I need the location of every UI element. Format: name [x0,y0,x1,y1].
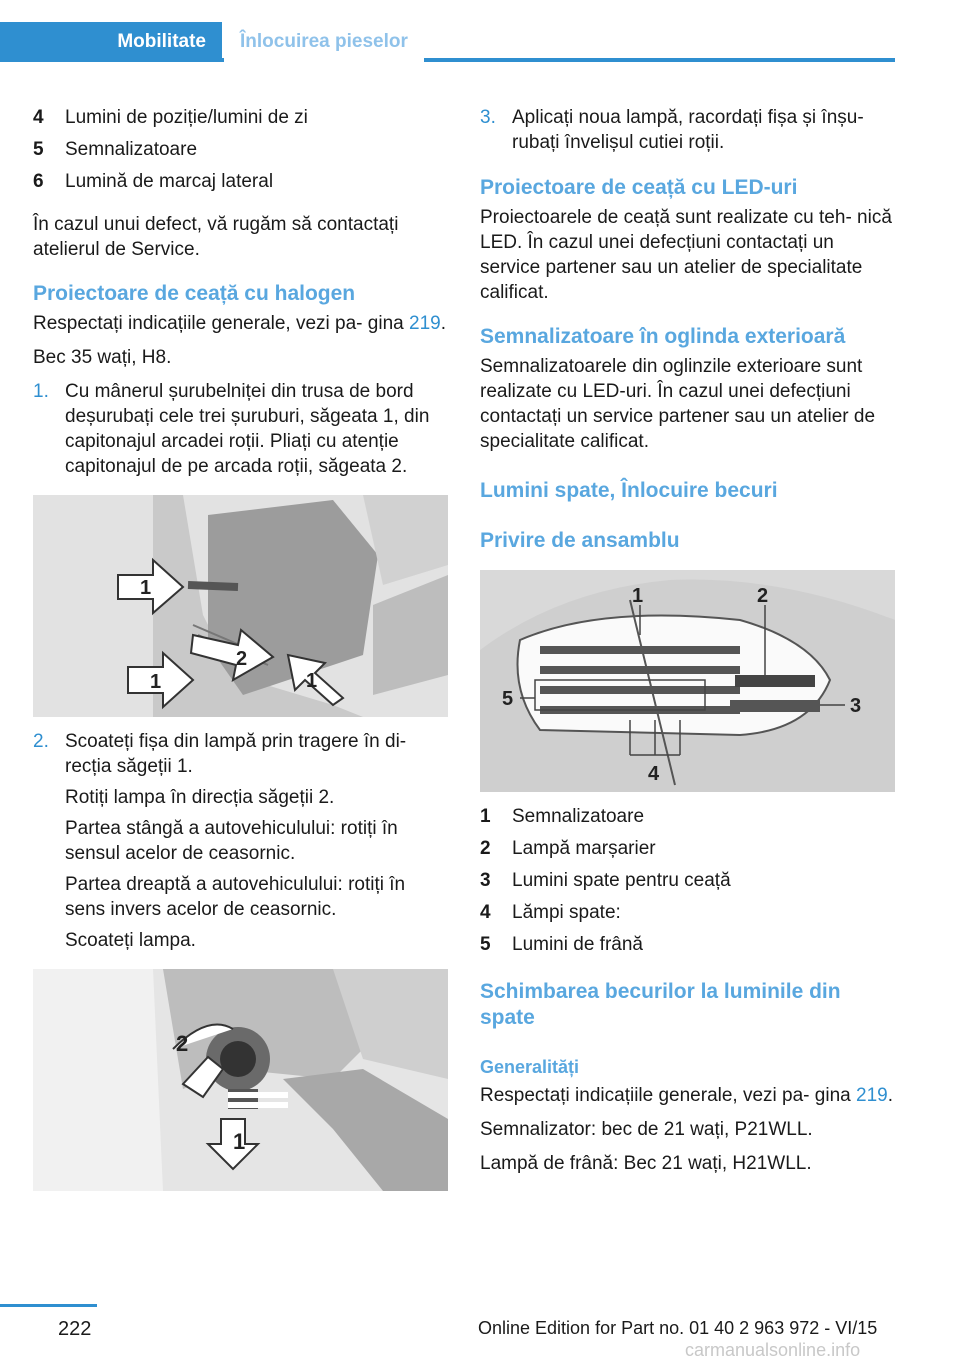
list-text: Semnalizatoare [65,139,198,160]
step-number: 2. [33,731,49,752]
list-item [33,169,448,194]
mirror-paragraph: Semnalizatoarele din oglinzile exterioare sunt realizate cu LED-uri. În cazul unei defecțiuni contactați un service partener sau un atelier de specialitate calificat. [480,356,876,452]
legend-number: 1 [480,806,491,827]
page-link[interactable]: 219 [409,313,441,334]
list-text: Lumini de poziție/lumini de zi [65,107,308,128]
legend-item [480,900,895,925]
legend-number: 5 [480,934,491,955]
legend-item [480,804,895,829]
fig3-label: 4 [648,763,660,785]
step-sub-text: Rotiți lampa în direcția săgeții 2. [65,787,335,808]
respect-paragraph [33,311,448,336]
heading-fog-led: Proiectoare de ceață cu LED-uri [480,176,798,199]
legend-text: Lămpi spate: [512,902,621,923]
legend-text: Lumini de frână [512,934,643,955]
indicator-bulb-spec: Semnalizator: bec de 21 wați, P21WLL. [480,1119,813,1140]
fig1-label: 1 [306,670,318,692]
legend-text: Lampă marșarier [512,838,656,859]
page-link[interactable]: 219 [856,1085,888,1106]
brake-bulb-spec: Lampă de frână: Bec 21 wați, H21WLL. [480,1153,812,1174]
step-number: 3. [480,107,496,128]
fig1-label: 2 [236,648,248,670]
led-paragraph: Proiectoarele de ceață sunt realizate cu teh‐ nică LED. În cazul unei defecțiuni contactați un service partener sau un atelier de specialitate calificat. [480,207,892,303]
list-number: 6 [33,171,44,192]
heading-overview: Privire de ansamblu [480,529,680,552]
legend-number: 2 [480,838,491,859]
fig3-label: 1 [632,585,644,607]
rear-lights-figure [480,570,895,792]
step-number: 1. [33,381,49,402]
legend-text: Semnalizatoare [512,806,645,827]
step-item [33,379,448,479]
left-column [33,105,448,1191]
fig2-label: 1 [233,1129,246,1154]
step-text: Aplicați noua lampă, racordați fișa și înșu‐ rubați învelișul cutiei roții. [512,107,864,153]
heading-mirror-indicator: Semnalizatoare în oglinda exterioară [480,325,846,348]
heading-fog-halogen: Proiectoare de ceață cu halogen [33,282,356,305]
fig1-label: 1 [150,671,162,693]
list-item [33,137,448,162]
respect-text: Respectați indicațiile generale, vezi pa‐ gina [33,313,409,334]
list-number: 4 [33,107,44,128]
wheel-arch-figure [33,495,448,717]
heading-change-bulbs: Schimbarea becurilor la luminile din spate [480,980,841,1029]
respect-paragraph [480,1083,895,1108]
page-number: 222 [58,1318,92,1340]
step-sub-text: Partea stângă a autovehiculului: rotiți în sensul acelor de ceasornic. [65,818,398,864]
step-item [480,105,895,155]
list-text: Lumină de marcaj lateral [65,171,274,192]
fig3-label: 2 [757,585,769,607]
heading-rear-lights: Lumini spate, Înlocuire becuri [480,479,778,502]
bulb-spec: Bec 35 wați, H8. [33,347,172,368]
defect-paragraph: În cazul unui defect, vă rugăm să contactați atelierul de Service. [33,214,399,260]
legend-number: 4 [480,902,491,923]
heading-general: Generalități [480,1057,580,1077]
page-header [0,0,895,62]
step-item [33,729,448,779]
step-sub-text: Scoateți lampa. [65,930,196,951]
respect-text: Respectați indicațiile generale, vezi pa‐ gina [480,1085,856,1106]
header-chapter-tab[interactable]: Înlocuirea pieselor [224,22,424,62]
legend-list [480,804,895,957]
legend-item [480,868,895,893]
legend-item [480,836,895,861]
fig1-label: 1 [140,577,152,599]
fig3-label: 5 [502,688,514,710]
legend-text: Lumini spate pentru ceață [512,870,731,891]
rear-lights-illustration [480,570,895,792]
page-number-rule [0,1304,97,1307]
step-sub-text: Partea dreaptă a autovehiculului: rotiți în sens invers acelor de ceasornic. [65,874,406,920]
edition-note: Online Edition for Part no. 01 40 2 963 972 - VI/15 [478,1318,878,1338]
lamp-removal-figure [33,969,448,1191]
legend-item [480,932,895,957]
fig2-label: 2 [176,1031,189,1056]
wheel-arch-illustration [33,495,448,717]
lamp-removal-illustration [33,969,448,1191]
list-number: 5 [33,139,44,160]
header-section-tab[interactable]: Mobilitate [0,22,222,62]
respect-end: . [440,313,446,334]
step-text: Cu mânerul șurubelniței din trusa de bord deșurubați cele trei șuruburi, săgeata 1, din capitonajul arcadei roții. Pliați cu atenție capitonajul de pe arcada roții, săgeata 2. [65,381,430,477]
right-column [480,105,895,1176]
watermark: carmanualsonline.info [685,1340,861,1360]
legend-number: 3 [480,870,491,891]
fig3-label: 3 [850,695,862,717]
list-item [33,105,448,130]
respect-end: . [887,1085,893,1106]
step-text: Scoateți fișa din lampă prin tragere în di‐ recția săgeții 1. [65,731,407,777]
